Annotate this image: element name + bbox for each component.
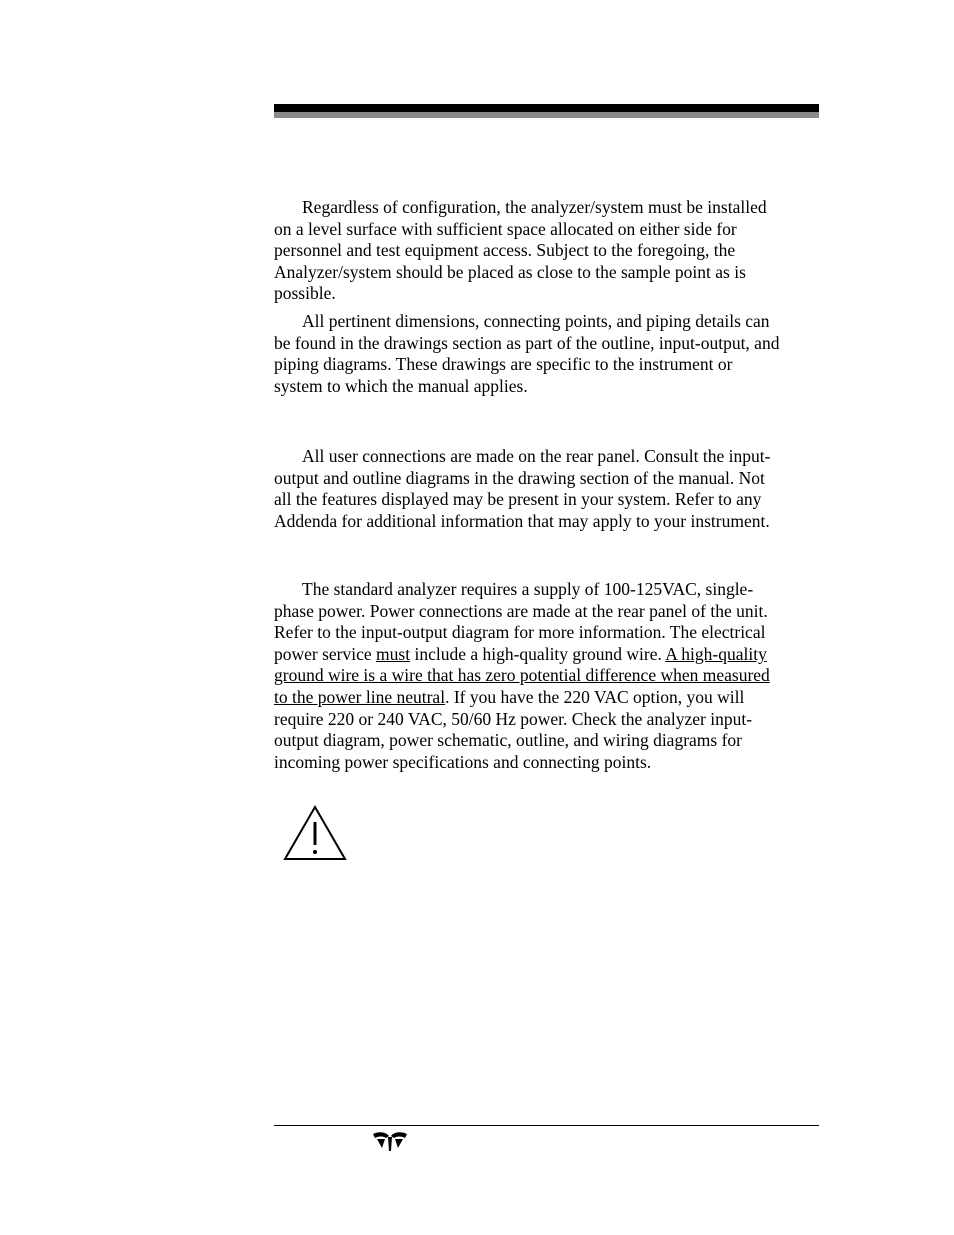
power-text-1: The standard analyzer requires a supply of 100-125VAC, single- phase power. Power connections are made at the rear panel of the unit. Refer to the input-output diagram for more information. The electrical power service: [274, 579, 768, 664]
must-emphasis: must: [376, 643, 411, 664]
power-text-3: . If you have the 220 VAC option, you will require 220 or 240 VAC, 50/60 Hz power. Check the analyzer input- output diagram, power schematic, outline, and wiring diagrams for incoming power specifications and connecting points.: [274, 686, 753, 772]
connections-paragraph: All user connections are made on the rear panel. Consult the input- output and outline diagrams in the drawing section of the manual. Not all the features displayed may be present in your system. Refer to any Addenda for additional information that may apply to your instrument.: [274, 446, 771, 531]
power-text-2: include a high-quality ground wire.: [410, 643, 666, 664]
warning-triangle-icon: [283, 805, 347, 861]
teledyne-logo-icon: [372, 1130, 408, 1152]
location-paragraph-2: All pertinent dimensions, connecting points, and piping details can be found in the drawings section as part of the outline, input-output, and piping diagrams. These drawings are specific to the instrument or system to which the manual applies.: [274, 311, 780, 396]
ground-wire-definition: A high-quality ground wire is a wire that has zero potential difference when measured to the power line neutral: [274, 643, 770, 707]
footer-rule: [274, 1125, 819, 1126]
header-rule-shadow: [274, 112, 819, 118]
header-rule: [274, 104, 819, 112]
location-paragraph-1: Regardless of configuration, the analyzer/system must be installed on a level surface with sufficient space allocated on either side for personnel and test equipment access. Subject to the foregoing, the Analyzer/system should be placed as close to the sample point as is possible.: [274, 197, 767, 304]
power-paragraph: [274, 579, 819, 773]
